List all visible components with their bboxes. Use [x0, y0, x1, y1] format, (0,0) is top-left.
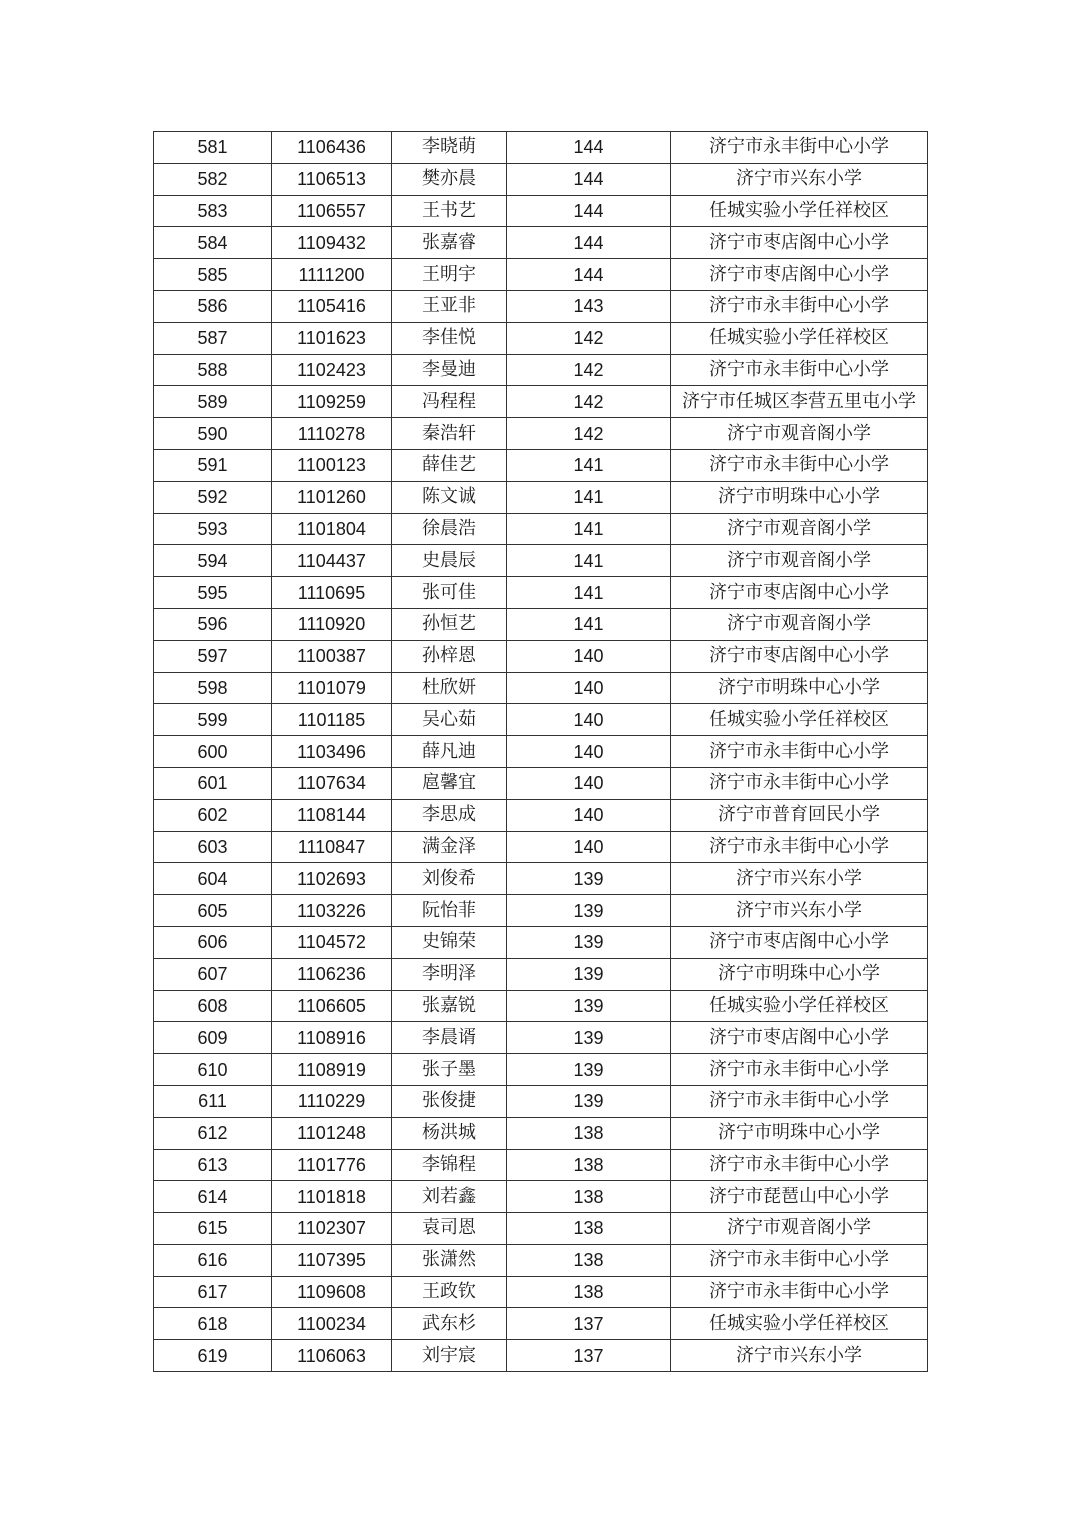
- student-name-cell: 王亚非: [392, 290, 507, 322]
- table-row: [154, 926, 928, 958]
- rank-cell: 607: [154, 958, 272, 990]
- table-row: [154, 1276, 928, 1308]
- table-row: [154, 767, 928, 799]
- school-cell: 济宁市任城区李营五里屯小学: [671, 386, 928, 418]
- school-cell: 济宁市永丰街中心小学: [671, 1085, 928, 1117]
- school-cell: 济宁市观音阁小学: [671, 1213, 928, 1245]
- score-cell: 138: [507, 1276, 671, 1308]
- student-name-cell: 张俊捷: [392, 1085, 507, 1117]
- table-row: [154, 863, 928, 895]
- table-row: [154, 1149, 928, 1181]
- student-id-cell: 1102423: [272, 354, 392, 386]
- table-row: [154, 1085, 928, 1117]
- score-cell: 144: [507, 195, 671, 227]
- rank-cell: 599: [154, 704, 272, 736]
- table-row: [154, 958, 928, 990]
- student-name-cell: 徐晨浩: [392, 513, 507, 545]
- student-id-cell: 1104437: [272, 545, 392, 577]
- student-name-cell: 薛凡迪: [392, 736, 507, 768]
- rank-cell: 603: [154, 831, 272, 863]
- school-cell: 济宁市枣店阁中心小学: [671, 227, 928, 259]
- student-id-cell: 1102307: [272, 1213, 392, 1245]
- school-cell: 济宁市永丰街中心小学: [671, 1149, 928, 1181]
- rank-cell: 601: [154, 767, 272, 799]
- student-name-cell: 李锦程: [392, 1149, 507, 1181]
- table-row: [154, 704, 928, 736]
- school-cell: 任城实验小学任祥校区: [671, 1308, 928, 1340]
- student-id-cell: 1109432: [272, 227, 392, 259]
- student-name-cell: 李晨谞: [392, 1022, 507, 1054]
- score-cell: 139: [507, 1085, 671, 1117]
- score-cell: 142: [507, 322, 671, 354]
- student-id-cell: 1106436: [272, 132, 392, 164]
- table-row: [154, 259, 928, 291]
- rank-cell: 600: [154, 736, 272, 768]
- student-name-cell: 张潇然: [392, 1244, 507, 1276]
- table-row: [154, 1181, 928, 1213]
- student-id-cell: 1101079: [272, 672, 392, 704]
- table-row: [154, 195, 928, 227]
- rank-cell: 590: [154, 418, 272, 450]
- table-row: [154, 227, 928, 259]
- student-name-cell: 孙梓恩: [392, 640, 507, 672]
- student-id-cell: 1101248: [272, 1117, 392, 1149]
- rank-cell: 617: [154, 1276, 272, 1308]
- student-id-cell: 1106605: [272, 990, 392, 1022]
- rank-cell: 616: [154, 1244, 272, 1276]
- score-cell: 141: [507, 513, 671, 545]
- rank-cell: 594: [154, 545, 272, 577]
- table-row: [154, 640, 928, 672]
- table-row: [154, 672, 928, 704]
- school-cell: 济宁市明珠中心小学: [671, 481, 928, 513]
- rank-cell: 598: [154, 672, 272, 704]
- rank-cell: 592: [154, 481, 272, 513]
- school-cell: 济宁市永丰街中心小学: [671, 354, 928, 386]
- table-row: [154, 163, 928, 195]
- student-id-cell: 1105416: [272, 290, 392, 322]
- rank-cell: 588: [154, 354, 272, 386]
- student-name-cell: 张嘉锐: [392, 990, 507, 1022]
- school-cell: 济宁市普育回民小学: [671, 799, 928, 831]
- table-row: [154, 895, 928, 927]
- score-cell: 140: [507, 831, 671, 863]
- student-id-cell: 1101776: [272, 1149, 392, 1181]
- score-cell: 140: [507, 672, 671, 704]
- table-row: [154, 736, 928, 768]
- school-cell: 济宁市观音阁小学: [671, 418, 928, 450]
- score-cell: 139: [507, 1022, 671, 1054]
- student-id-cell: 1100123: [272, 449, 392, 481]
- table-row: [154, 1340, 928, 1372]
- rank-cell: 615: [154, 1213, 272, 1245]
- student-id-cell: 1101623: [272, 322, 392, 354]
- rank-cell: 609: [154, 1022, 272, 1054]
- table-row: [154, 386, 928, 418]
- table-row: [154, 1117, 928, 1149]
- student-name-cell: 扈馨宜: [392, 767, 507, 799]
- school-cell: 济宁市枣店阁中心小学: [671, 259, 928, 291]
- score-cell: 137: [507, 1308, 671, 1340]
- score-cell: 140: [507, 640, 671, 672]
- student-id-cell: 1103226: [272, 895, 392, 927]
- rank-cell: 587: [154, 322, 272, 354]
- student-name-cell: 李思成: [392, 799, 507, 831]
- student-id-cell: 1108144: [272, 799, 392, 831]
- school-cell: 任城实验小学任祥校区: [671, 322, 928, 354]
- rank-cell: 610: [154, 1054, 272, 1086]
- student-name-cell: 陈文诚: [392, 481, 507, 513]
- table-row: [154, 545, 928, 577]
- student-name-cell: 张可佳: [392, 577, 507, 609]
- score-cell: 140: [507, 767, 671, 799]
- rank-cell: 596: [154, 608, 272, 640]
- score-cell: 143: [507, 290, 671, 322]
- student-name-cell: 史锦荣: [392, 926, 507, 958]
- rank-cell: 581: [154, 132, 272, 164]
- rank-cell: 593: [154, 513, 272, 545]
- student-name-cell: 李晓萌: [392, 132, 507, 164]
- student-id-cell: 1103496: [272, 736, 392, 768]
- school-cell: 济宁市永丰街中心小学: [671, 736, 928, 768]
- student-name-cell: 满金泽: [392, 831, 507, 863]
- student-name-cell: 袁司恩: [392, 1213, 507, 1245]
- score-cell: 138: [507, 1117, 671, 1149]
- score-cell: 144: [507, 227, 671, 259]
- table-row: [154, 831, 928, 863]
- student-id-cell: 1110278: [272, 418, 392, 450]
- student-name-cell: 李佳悦: [392, 322, 507, 354]
- student-id-cell: 1100387: [272, 640, 392, 672]
- student-id-cell: 1108916: [272, 1022, 392, 1054]
- student-id-cell: 1107395: [272, 1244, 392, 1276]
- student-id-cell: 1110920: [272, 608, 392, 640]
- table-row: [154, 354, 928, 386]
- student-name-cell: 吴心茹: [392, 704, 507, 736]
- score-cell: 139: [507, 926, 671, 958]
- school-cell: 济宁市枣店阁中心小学: [671, 640, 928, 672]
- school-cell: 济宁市观音阁小学: [671, 608, 928, 640]
- rank-cell: 614: [154, 1181, 272, 1213]
- student-name-cell: 刘若鑫: [392, 1181, 507, 1213]
- rank-cell: 611: [154, 1085, 272, 1117]
- rank-cell: 618: [154, 1308, 272, 1340]
- school-cell: 济宁市兴东小学: [671, 1340, 928, 1372]
- student-id-cell: 1102693: [272, 863, 392, 895]
- rank-cell: 589: [154, 386, 272, 418]
- table-row: [154, 481, 928, 513]
- score-cell: 138: [507, 1213, 671, 1245]
- student-name-cell: 王书艺: [392, 195, 507, 227]
- table-row: [154, 799, 928, 831]
- rank-cell: 604: [154, 863, 272, 895]
- school-cell: 任城实验小学任祥校区: [671, 195, 928, 227]
- rank-cell: 582: [154, 163, 272, 195]
- student-name-cell: 张嘉睿: [392, 227, 507, 259]
- rank-cell: 602: [154, 799, 272, 831]
- school-cell: 济宁市永丰街中心小学: [671, 290, 928, 322]
- student-name-cell: 冯程程: [392, 386, 507, 418]
- rank-cell: 606: [154, 926, 272, 958]
- student-id-cell: 1100234: [272, 1308, 392, 1340]
- student-name-cell: 杜欣妍: [392, 672, 507, 704]
- table-row: [154, 322, 928, 354]
- student-id-cell: 1104572: [272, 926, 392, 958]
- student-id-cell: 1106557: [272, 195, 392, 227]
- school-cell: 济宁市明珠中心小学: [671, 958, 928, 990]
- student-name-cell: 阮怡菲: [392, 895, 507, 927]
- rank-cell: 595: [154, 577, 272, 609]
- rank-cell: 612: [154, 1117, 272, 1149]
- school-cell: 济宁市兴东小学: [671, 163, 928, 195]
- rank-cell: 608: [154, 990, 272, 1022]
- score-cell: 144: [507, 132, 671, 164]
- student-id-cell: 1101818: [272, 1181, 392, 1213]
- score-cell: 142: [507, 354, 671, 386]
- table-row: [154, 132, 928, 164]
- score-cell: 138: [507, 1181, 671, 1213]
- table-row: [154, 1308, 928, 1340]
- student-name-cell: 张子墨: [392, 1054, 507, 1086]
- school-cell: 济宁市琵琶山中心小学: [671, 1181, 928, 1213]
- student-name-cell: 薛佳艺: [392, 449, 507, 481]
- school-cell: 济宁市永丰街中心小学: [671, 1276, 928, 1308]
- score-cell: 137: [507, 1340, 671, 1372]
- student-id-cell: 1106063: [272, 1340, 392, 1372]
- student-name-cell: 刘宇宸: [392, 1340, 507, 1372]
- score-cell: 138: [507, 1244, 671, 1276]
- score-cell: 141: [507, 608, 671, 640]
- student-name-cell: 秦浩轩: [392, 418, 507, 450]
- score-cell: 141: [507, 545, 671, 577]
- student-id-cell: 1106236: [272, 958, 392, 990]
- rank-cell: 619: [154, 1340, 272, 1372]
- school-cell: 济宁市枣店阁中心小学: [671, 577, 928, 609]
- rank-cell: 584: [154, 227, 272, 259]
- table-row: [154, 990, 928, 1022]
- score-cell: 141: [507, 577, 671, 609]
- student-name-cell: 孙恒艺: [392, 608, 507, 640]
- student-name-cell: 武东杉: [392, 1308, 507, 1340]
- student-name-cell: 刘俊希: [392, 863, 507, 895]
- school-cell: 济宁市永丰街中心小学: [671, 1244, 928, 1276]
- rank-cell: 585: [154, 259, 272, 291]
- score-cell: 139: [507, 863, 671, 895]
- rank-cell: 583: [154, 195, 272, 227]
- score-cell: 139: [507, 990, 671, 1022]
- student-id-cell: 1111200: [272, 259, 392, 291]
- table-row: [154, 608, 928, 640]
- school-cell: 任城实验小学任祥校区: [671, 990, 928, 1022]
- school-cell: 济宁市观音阁小学: [671, 545, 928, 577]
- score-cell: 138: [507, 1149, 671, 1181]
- table-row: [154, 290, 928, 322]
- table-row: [154, 513, 928, 545]
- school-cell: 济宁市兴东小学: [671, 895, 928, 927]
- rank-cell: 605: [154, 895, 272, 927]
- table-row: [154, 418, 928, 450]
- student-id-cell: 1110229: [272, 1085, 392, 1117]
- student-id-cell: 1109259: [272, 386, 392, 418]
- score-cell: 140: [507, 799, 671, 831]
- ranking-table-body: [154, 132, 928, 1372]
- score-cell: 140: [507, 736, 671, 768]
- table-row: [154, 1054, 928, 1086]
- student-id-cell: 1110695: [272, 577, 392, 609]
- student-name-cell: 李明泽: [392, 958, 507, 990]
- student-id-cell: 1109608: [272, 1276, 392, 1308]
- student-id-cell: 1101185: [272, 704, 392, 736]
- school-cell: 济宁市兴东小学: [671, 863, 928, 895]
- student-name-cell: 杨洪城: [392, 1117, 507, 1149]
- student-id-cell: 1101260: [272, 481, 392, 513]
- student-id-cell: 1106513: [272, 163, 392, 195]
- school-cell: 济宁市枣店阁中心小学: [671, 926, 928, 958]
- school-cell: 济宁市永丰街中心小学: [671, 1054, 928, 1086]
- student-id-cell: 1110847: [272, 831, 392, 863]
- score-cell: 141: [507, 481, 671, 513]
- student-name-cell: 李曼迪: [392, 354, 507, 386]
- rank-cell: 586: [154, 290, 272, 322]
- school-cell: 济宁市永丰街中心小学: [671, 132, 928, 164]
- table-row: [154, 577, 928, 609]
- student-name-cell: 王政钦: [392, 1276, 507, 1308]
- table-row: [154, 1022, 928, 1054]
- rank-cell: 597: [154, 640, 272, 672]
- student-name-cell: 樊亦晨: [392, 163, 507, 195]
- score-cell: 139: [507, 958, 671, 990]
- school-cell: 济宁市永丰街中心小学: [671, 449, 928, 481]
- score-cell: 140: [507, 704, 671, 736]
- school-cell: 济宁市永丰街中心小学: [671, 831, 928, 863]
- student-name-cell: 王明宇: [392, 259, 507, 291]
- student-id-cell: 1101804: [272, 513, 392, 545]
- table-row: [154, 1244, 928, 1276]
- score-cell: 144: [507, 259, 671, 291]
- school-cell: 任城实验小学任祥校区: [671, 704, 928, 736]
- table-row: [154, 449, 928, 481]
- table-row: [154, 1213, 928, 1245]
- score-cell: 144: [507, 163, 671, 195]
- score-cell: 142: [507, 386, 671, 418]
- student-id-cell: 1108919: [272, 1054, 392, 1086]
- school-cell: 济宁市观音阁小学: [671, 513, 928, 545]
- ranking-table: [153, 131, 928, 1372]
- school-cell: 济宁市明珠中心小学: [671, 1117, 928, 1149]
- score-cell: 142: [507, 418, 671, 450]
- school-cell: 济宁市枣店阁中心小学: [671, 1022, 928, 1054]
- student-id-cell: 1107634: [272, 767, 392, 799]
- rank-cell: 613: [154, 1149, 272, 1181]
- score-cell: 141: [507, 449, 671, 481]
- score-cell: 139: [507, 1054, 671, 1086]
- score-cell: 139: [507, 895, 671, 927]
- school-cell: 济宁市明珠中心小学: [671, 672, 928, 704]
- student-name-cell: 史晨辰: [392, 545, 507, 577]
- school-cell: 济宁市永丰街中心小学: [671, 767, 928, 799]
- rank-cell: 591: [154, 449, 272, 481]
